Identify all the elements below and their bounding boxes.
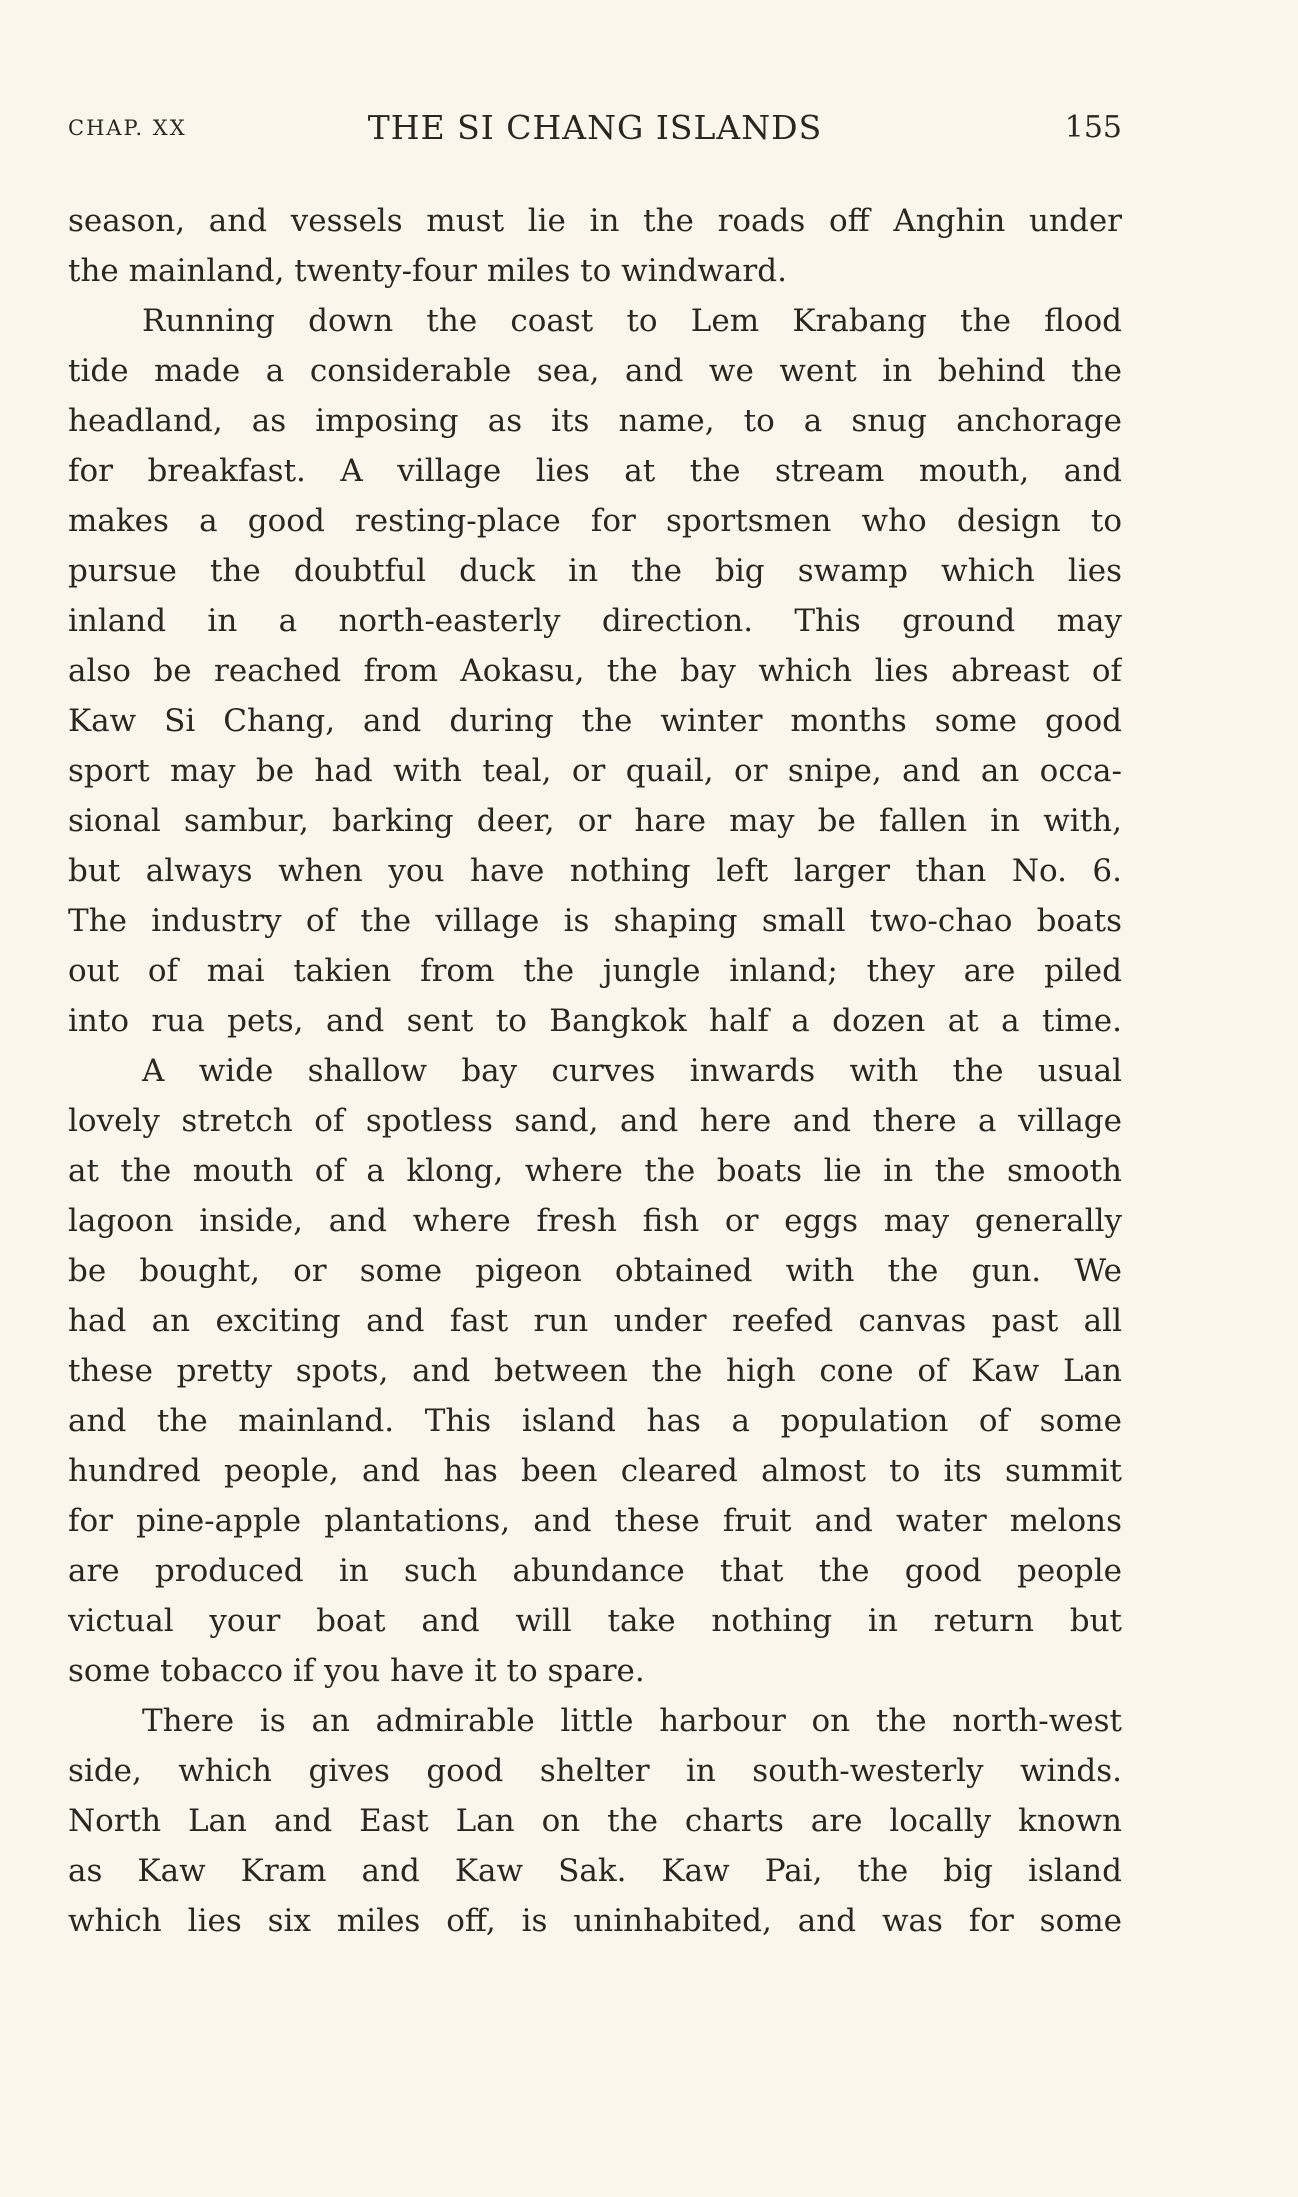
text-line: had an exciting and fast run under reefed canvas past all [68, 1303, 1122, 1339]
text-line: makes a good resting-place for sportsmen who design to [68, 503, 1122, 539]
text-line: A wide shallow bay curves inwards with the usual [142, 1053, 1122, 1089]
text-line: North Lan and East Lan on the charts are locally known [68, 1803, 1122, 1839]
text-line: lovely stretch of spotless sand, and here and there a village [68, 1103, 1122, 1139]
text-line: some tobacco if you have it to spare. [68, 1653, 645, 1689]
text-line: at the mouth of a klong, where the boats lie in the smooth [68, 1153, 1122, 1189]
text-line: victual your boat and will take nothing in return but [68, 1603, 1122, 1639]
text-line: for breakfast. A village lies at the stream mouth, and [68, 453, 1122, 489]
text-line: as Kaw Kram and Kaw Sak. Kaw Pai, the big island [68, 1853, 1122, 1889]
text-line: sional sambur, barking deer, or hare may be fallen in with, [68, 803, 1122, 839]
text-line: the mainland, twenty-four miles to windward. [68, 253, 787, 289]
text-line: sport may be had with teal, or quail, or snipe, and an occa- [68, 753, 1122, 789]
text-line: hundred people, and has been cleared almost to its summit [68, 1453, 1122, 1489]
text-line: into rua pets, and sent to Bangkok half a dozen at a time. [68, 1003, 1122, 1039]
page-title: THE SI CHANG ISLANDS [367, 108, 823, 147]
text-line: out of mai takien from the jungle inland; they are piled [68, 953, 1122, 989]
text-line: be bought, or some pigeon obtained with the gun. We [68, 1253, 1122, 1289]
body-text [68, 196, 1122, 1946]
text-line: are produced in such abundance that the good people [68, 1553, 1122, 1589]
text-line: and the mainland. This island has a population of some [68, 1403, 1122, 1439]
text-line: Running down the coast to Lem Krabang the flood [142, 303, 1122, 339]
text-line: There is an admirable little harbour on the north-west [142, 1703, 1122, 1739]
text-line: season, and vessels must lie in the roads off Anghin under [68, 203, 1122, 239]
page-number: 155 [1064, 110, 1122, 145]
text-line: The industry of the village is shaping small two-chao boats [68, 903, 1122, 939]
text-line: which lies six miles off, is uninhabited, and was for some [68, 1903, 1122, 1939]
chapter-label: CHAP. XX [68, 116, 187, 140]
text-line: pursue the doubtful duck in the big swamp which lies [68, 553, 1122, 589]
text-line: lagoon inside, and where fresh fish or eggs may generally [68, 1203, 1122, 1239]
text-line: Kaw Si Chang, and during the winter months some good [68, 703, 1122, 739]
text-line: these pretty spots, and between the high cone of Kaw Lan [68, 1353, 1122, 1389]
text-line: headland, as imposing as its name, to a snug anchorage [68, 403, 1122, 439]
text-line: but always when you have nothing left larger than No. 6. [68, 853, 1122, 889]
text-line: inland in a north-easterly direction. This ground may [68, 603, 1122, 639]
running-head [68, 108, 1122, 152]
text-line: tide made a considerable sea, and we went in behind the [68, 353, 1122, 389]
text-line: side, which gives good shelter in south-westerly winds. [68, 1753, 1122, 1789]
text-line: for pine-apple plantations, and these fruit and water melons [68, 1503, 1122, 1539]
text-line: also be reached from Aokasu, the bay which lies abreast of [68, 653, 1122, 689]
